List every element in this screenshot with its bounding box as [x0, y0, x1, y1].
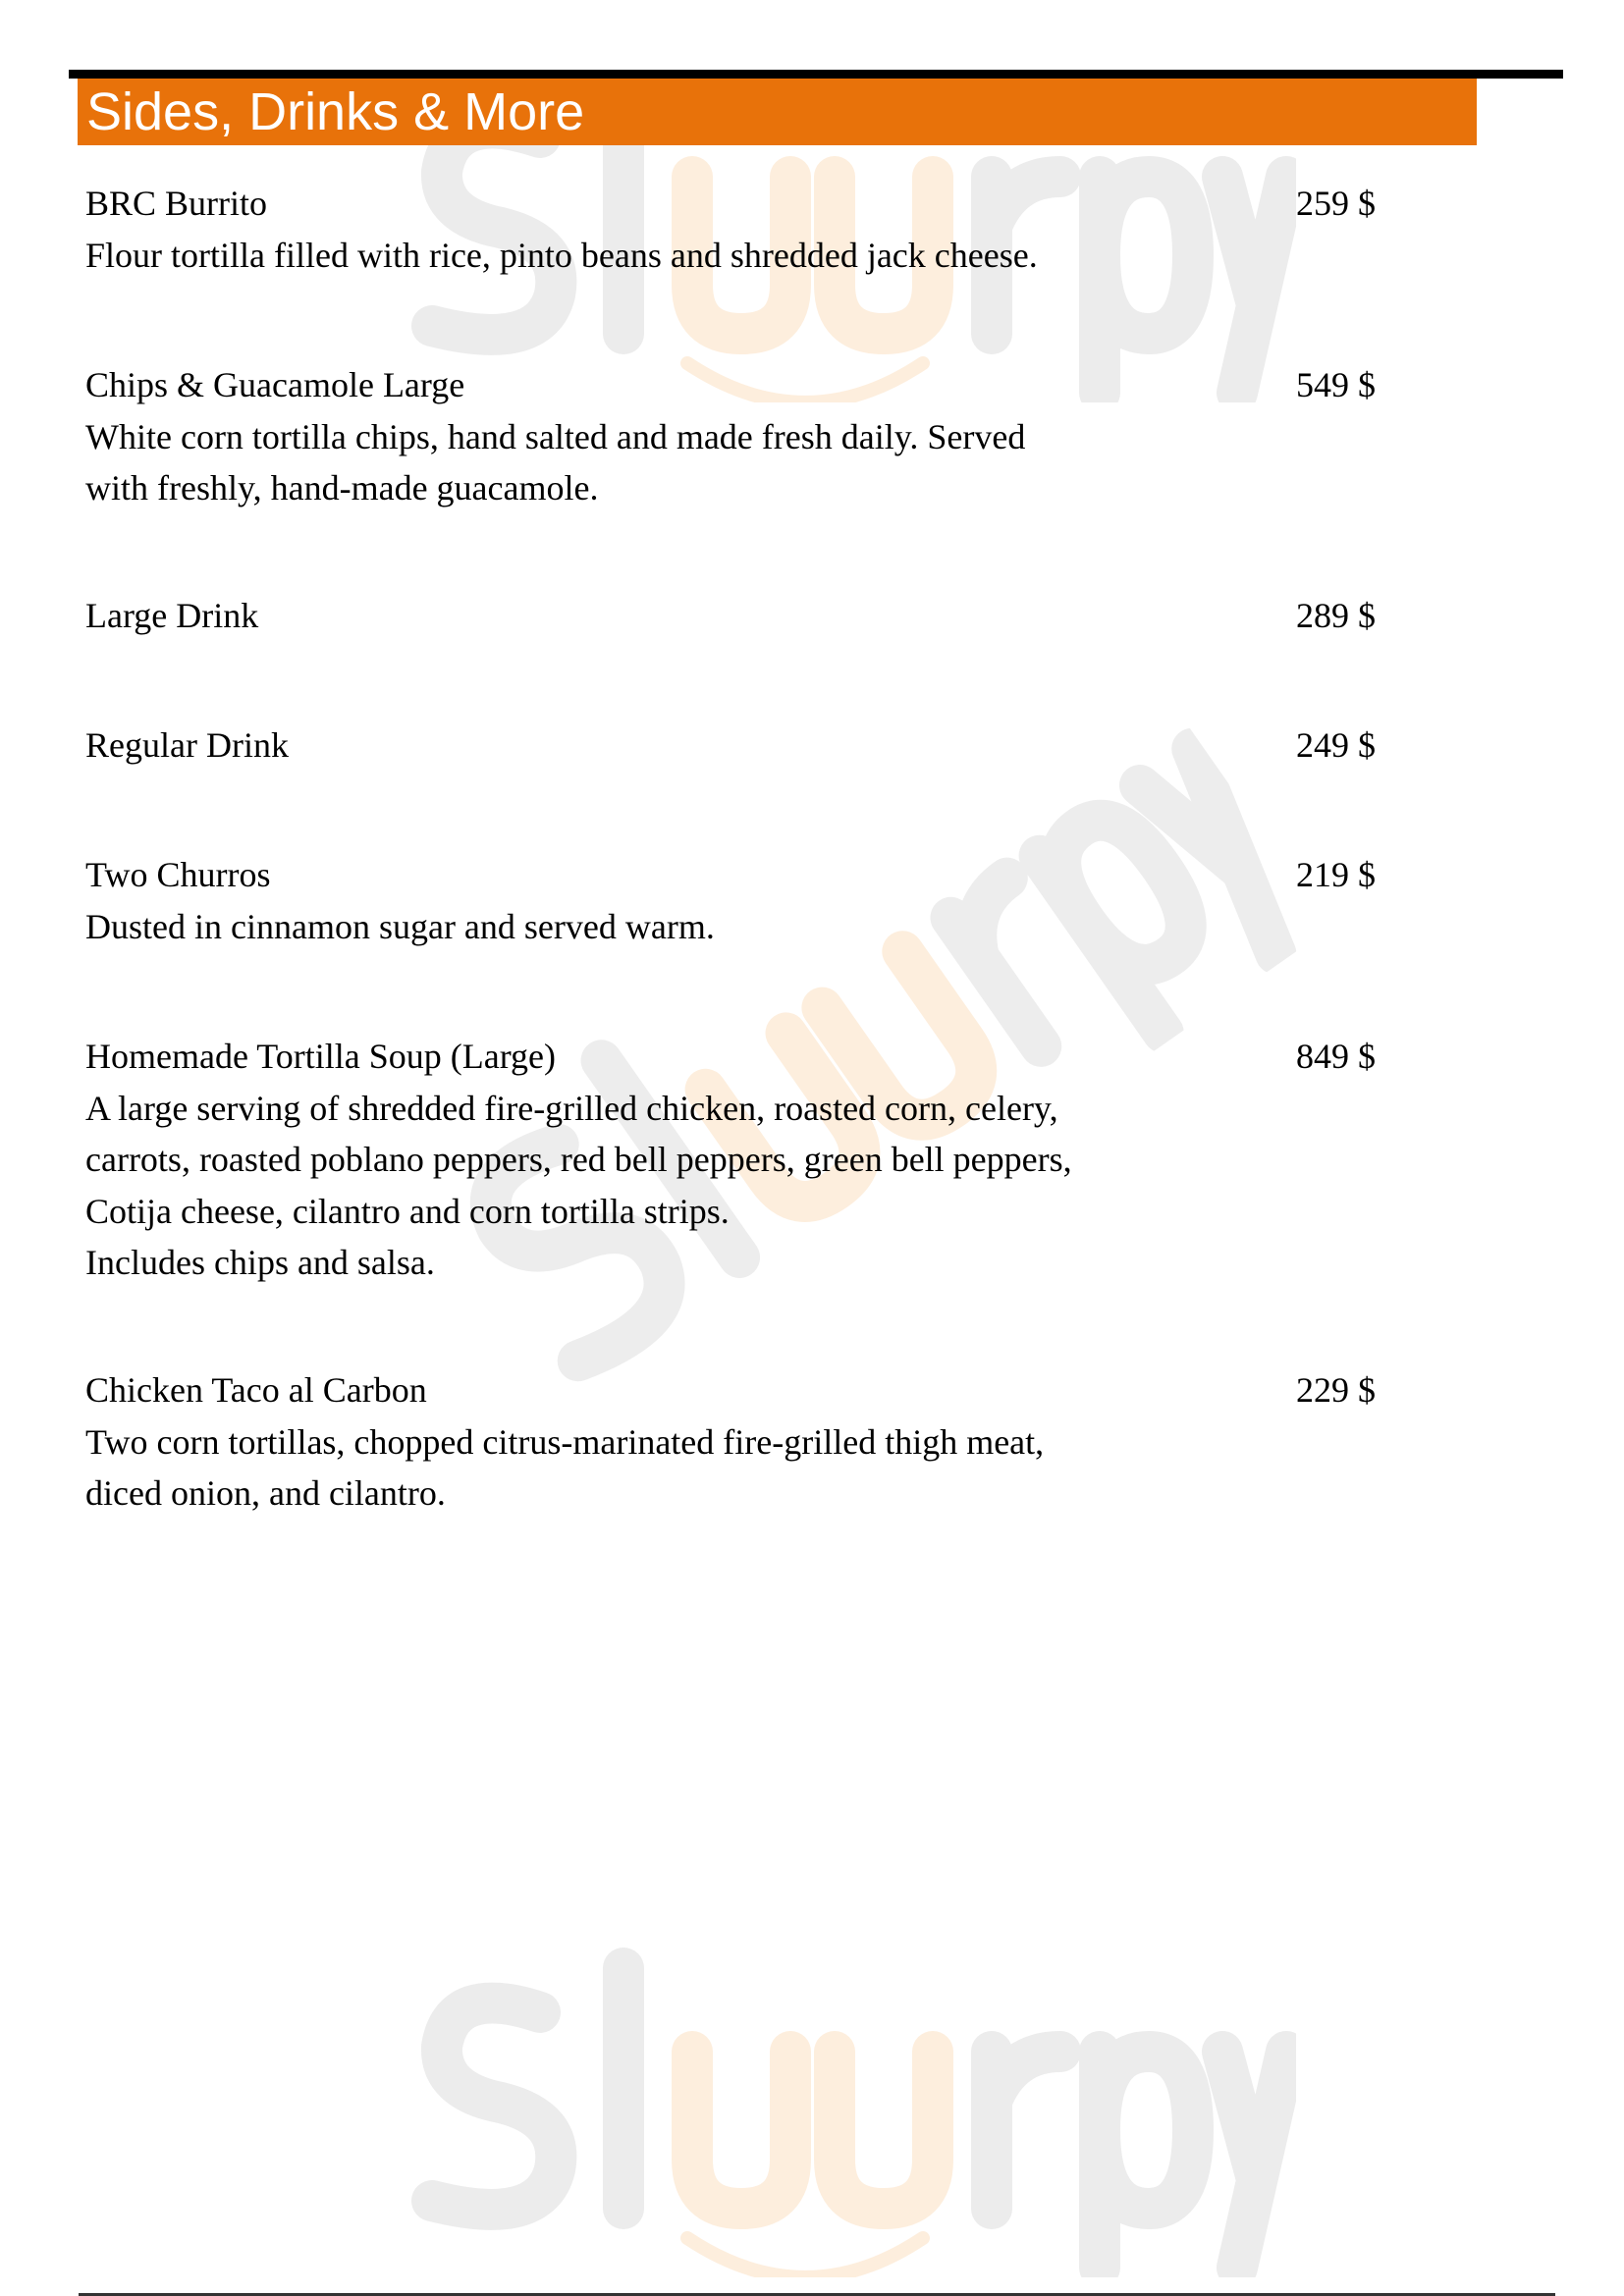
watermark-logo	[393, 1944, 1296, 2277]
item-name: Chicken Taco al Carbon	[85, 1370, 427, 1410]
item-name: Large Drink	[85, 596, 259, 635]
item-description: Dusted in cinnamon sugar and served warm.	[85, 906, 715, 946]
section-header	[78, 79, 1477, 145]
top-rule	[69, 70, 1563, 79]
item-price: 249 $	[1296, 725, 1376, 765]
item-price: 229 $	[1296, 1370, 1376, 1410]
item-price: 549 $	[1296, 365, 1376, 404]
item-description: White corn tortilla chips, hand salted and made fresh daily. Served with freshly, hand-made guacamole.	[85, 416, 1026, 507]
item-description: A large serving of shredded fire-grilled chicken, roasted corn, celery, carrots, roasted poblano peppers, red bell peppers, green bell peppers, Cotija cheese, cilantro and corn tortilla strips. Includes chips and salsa.	[85, 1088, 1072, 1282]
item-description: Two corn tortillas, chopped citrus-marinated fire-grilled thigh meat, diced onion, and cilantro.	[85, 1421, 1045, 1513]
section-title: Sides, Drinks & More	[86, 82, 585, 141]
item-price: 289 $	[1296, 596, 1376, 635]
menu-item	[85, 1364, 1421, 1520]
menu-item	[85, 720, 1421, 772]
menu-item	[85, 359, 1421, 514]
menu-item	[85, 1031, 1421, 1289]
item-name: Chips & Guacamole Large	[85, 365, 465, 404]
item-name: Regular Drink	[85, 725, 289, 765]
item-price: 259 $	[1296, 184, 1376, 223]
menu-item	[85, 178, 1421, 281]
item-name: Homemade Tortilla Soup (Large)	[85, 1037, 557, 1076]
item-price: 219 $	[1296, 855, 1376, 894]
item-description: Flour tortilla filled with rice, pinto beans and shredded jack cheese.	[85, 235, 1038, 275]
item-name: Two Churros	[85, 855, 271, 894]
item-name: BRC Burrito	[85, 184, 268, 223]
item-price: 849 $	[1296, 1037, 1376, 1076]
menu-item	[85, 849, 1421, 952]
menu-item	[85, 590, 1421, 642]
